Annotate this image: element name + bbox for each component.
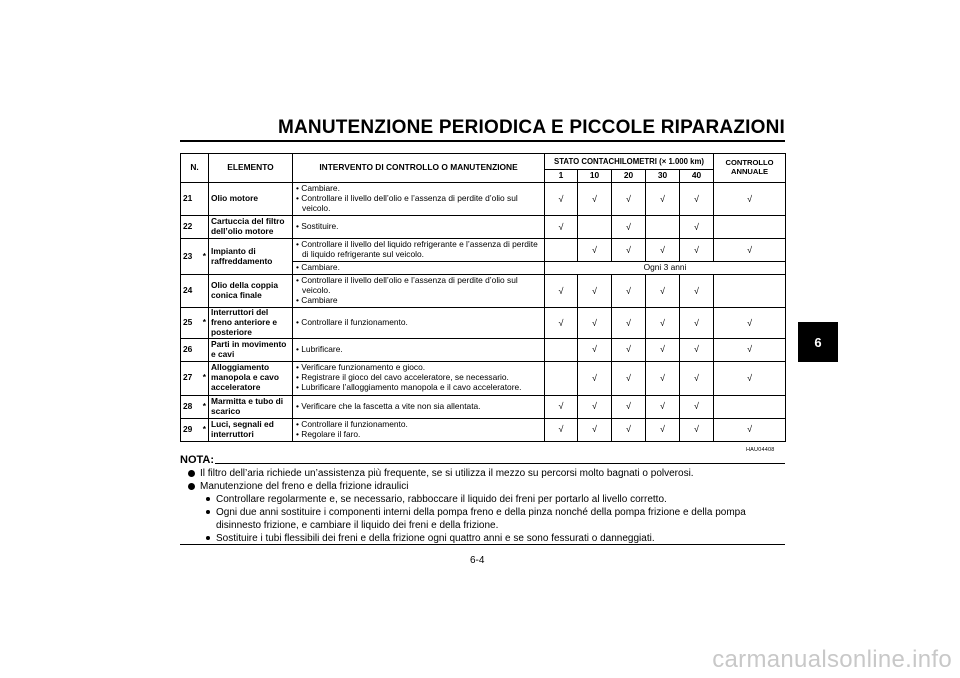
sub-bullet-dot-icon bbox=[206, 510, 210, 514]
check-cell: √ bbox=[578, 338, 612, 361]
header-km: 30 bbox=[646, 170, 680, 183]
title-rule bbox=[180, 140, 785, 142]
check-cell bbox=[545, 338, 578, 361]
check-cell: √ bbox=[545, 418, 578, 441]
check-cell: √ bbox=[612, 308, 646, 339]
chapter-tab: 6 bbox=[798, 322, 838, 362]
row-actions bbox=[293, 308, 545, 339]
reference-code: HAU04408 bbox=[746, 447, 775, 453]
note-text: Manutenzione del freno e della frizione idraulici bbox=[200, 481, 409, 492]
row-element: Interruttori del freno anteriore e posteriore bbox=[209, 308, 293, 339]
check-cell: √ bbox=[612, 183, 646, 216]
action-item: • Controllare il livello del liquido refrigerante e l’assenza di perdite di liquido refrigerante sul veicolo. bbox=[296, 240, 542, 260]
watermark: carmanualsonline.info bbox=[712, 646, 952, 673]
row-element: Alloggiamento manopola e cavo acceleratore bbox=[209, 361, 293, 395]
note-body bbox=[186, 467, 786, 545]
check-cell: √ bbox=[578, 418, 612, 441]
table-row bbox=[181, 395, 786, 418]
row-element: Cartuccia del filtro dell’olio motore bbox=[209, 216, 293, 239]
note-sub-bullet bbox=[186, 493, 786, 506]
check-cell: √ bbox=[578, 395, 612, 418]
action-item: • Sostituire. bbox=[296, 222, 542, 232]
check-cell: √ bbox=[646, 183, 680, 216]
note-sub-bullet bbox=[186, 506, 786, 532]
check-cell: √ bbox=[714, 308, 786, 339]
check-cell: √ bbox=[646, 361, 680, 395]
action-item: • Controllare il funzionamento. bbox=[296, 318, 542, 328]
check-cell: √ bbox=[612, 395, 646, 418]
row-number-text: 21 bbox=[183, 193, 193, 204]
row-actions bbox=[293, 216, 545, 239]
row-element: Olio della coppia conica finale bbox=[209, 275, 293, 308]
check-cell: √ bbox=[612, 338, 646, 361]
check-cell: √ bbox=[646, 275, 680, 308]
check-cell: √ bbox=[612, 361, 646, 395]
row-element: Marmitta e tubo di scarico bbox=[209, 395, 293, 418]
check-cell: √ bbox=[612, 418, 646, 441]
check-cell bbox=[714, 275, 786, 308]
check-cell: √ bbox=[578, 361, 612, 395]
check-cell: √ bbox=[680, 361, 714, 395]
check-cell: √ bbox=[578, 183, 612, 216]
check-cell: √ bbox=[578, 239, 612, 262]
check-cell: √ bbox=[714, 418, 786, 441]
row-actions bbox=[293, 183, 545, 216]
action-item: • Verificare funzionamento e gioco. bbox=[296, 363, 542, 373]
note-text: Sostituire i tubi flessibili dei freni e della frizione ogni quattro anni e se sono fessurati o danneggiati. bbox=[216, 533, 655, 544]
action-item: • Cambiare. bbox=[296, 184, 542, 194]
row-number-text: 27 bbox=[183, 372, 193, 383]
header-annual-line2: ANNUALE bbox=[730, 167, 769, 176]
note-text: Il filtro dell’aria richiede un’assistenza più frequente, se si utilizza il mezzo su percorsi molto bagnati o polverosi. bbox=[200, 468, 694, 479]
check-cell: √ bbox=[714, 239, 786, 262]
check-cell: √ bbox=[545, 308, 578, 339]
note-text: Ogni due anni sostituire i componenti interni della pompa freno e della pinza nonché della pompa frizione e della pompa disinnesto frizione, e cambiare il liquido dei freni e della frizione. bbox=[216, 507, 746, 531]
check-cell: √ bbox=[646, 239, 680, 262]
check-cell: √ bbox=[545, 275, 578, 308]
row-number-text: 23 bbox=[183, 250, 193, 261]
check-cell: √ bbox=[545, 395, 578, 418]
bullet-dot-icon bbox=[188, 470, 195, 477]
check-cell bbox=[545, 361, 578, 395]
row-number-text: 22 bbox=[183, 221, 193, 232]
check-cell: √ bbox=[646, 308, 680, 339]
row-star: * bbox=[202, 400, 206, 411]
check-cell bbox=[646, 216, 680, 239]
row-number-text: 26 bbox=[183, 343, 193, 354]
row-number bbox=[181, 395, 209, 418]
row-element: Olio motore bbox=[209, 183, 293, 216]
sub-bullet-dot-icon bbox=[206, 497, 210, 501]
check-cell: √ bbox=[545, 216, 578, 239]
row-number bbox=[181, 183, 209, 216]
row-element: Parti in movimento e cavi bbox=[209, 338, 293, 361]
header-km: 40 bbox=[680, 170, 714, 183]
action-item: • Controllare il livello dell’olio e l’assenza di perdite d’olio sul veicolo. bbox=[296, 276, 542, 296]
action-item: • Controllare il funzionamento. bbox=[296, 420, 542, 430]
note-bullet bbox=[186, 480, 786, 493]
row-number bbox=[181, 308, 209, 339]
action-item: • Lubrificare l’alloggiamento manopola e il cavo acceleratore. bbox=[296, 383, 542, 393]
page-title: MANUTENZIONE PERIODICA E PICCOLE RIPARAZIONI bbox=[277, 117, 785, 138]
row-number bbox=[181, 216, 209, 239]
row-actions bbox=[293, 338, 545, 361]
row-element: Luci, segnali ed interruttori bbox=[209, 418, 293, 441]
table-row bbox=[181, 361, 786, 395]
row-number-text: 28 bbox=[183, 400, 193, 411]
row-number bbox=[181, 239, 209, 275]
check-cell: √ bbox=[680, 395, 714, 418]
check-cell bbox=[714, 216, 786, 239]
action-item: • Lubrificare. bbox=[296, 345, 542, 355]
note-bullet bbox=[186, 467, 786, 480]
sub-bullet-dot-icon bbox=[206, 536, 210, 540]
row-number bbox=[181, 418, 209, 441]
check-cell: √ bbox=[680, 338, 714, 361]
action-item: • Regolare il faro. bbox=[296, 430, 542, 440]
table-row bbox=[181, 418, 786, 441]
check-cell: √ bbox=[714, 338, 786, 361]
header-element: ELEMENTO bbox=[209, 154, 293, 183]
header-km: 10 bbox=[578, 170, 612, 183]
check-cell bbox=[714, 395, 786, 418]
check-cell: √ bbox=[646, 338, 680, 361]
row-star: * bbox=[202, 372, 206, 383]
action-item: • Cambiare bbox=[296, 296, 542, 306]
row-actions bbox=[293, 395, 545, 418]
header-km: 20 bbox=[612, 170, 646, 183]
check-cell: √ bbox=[646, 418, 680, 441]
header-action: INTERVENTO DI CONTROLLO O MANUTENZIONE bbox=[293, 154, 545, 183]
page-number: 6-4 bbox=[470, 555, 485, 566]
header-no: N. bbox=[181, 154, 209, 183]
table-row bbox=[181, 275, 786, 308]
header-km: 1 bbox=[545, 170, 578, 183]
check-cell: √ bbox=[680, 183, 714, 216]
check-cell: √ bbox=[612, 216, 646, 239]
check-cell: √ bbox=[714, 361, 786, 395]
check-cell: √ bbox=[612, 239, 646, 262]
action-item: • Registrare il gioco del cavo acceleratore, se necessario. bbox=[296, 373, 542, 383]
row-number-text: 25 bbox=[183, 316, 193, 327]
row-actions bbox=[293, 275, 545, 308]
note-rule bbox=[215, 463, 785, 464]
row-star: * bbox=[202, 250, 206, 261]
check-cell: √ bbox=[680, 308, 714, 339]
header-annual-check bbox=[714, 154, 786, 183]
row-element: Impianto di raffreddamento bbox=[209, 239, 293, 275]
action-item: • Cambiare. bbox=[296, 263, 542, 273]
table-row bbox=[181, 216, 786, 239]
row-number-text: 29 bbox=[183, 423, 193, 434]
action-item: • Verificare che la fascetta a vite non sia allentata. bbox=[296, 402, 542, 412]
row-number-text: 24 bbox=[183, 285, 193, 296]
check-cell: √ bbox=[680, 418, 714, 441]
check-cell: √ bbox=[612, 275, 646, 308]
row-actions bbox=[293, 239, 545, 262]
row-actions bbox=[293, 418, 545, 441]
check-cell: √ bbox=[680, 275, 714, 308]
check-cell: √ bbox=[545, 183, 578, 216]
check-cell: √ bbox=[714, 183, 786, 216]
check-cell bbox=[545, 239, 578, 262]
check-cell: √ bbox=[578, 275, 612, 308]
row-number bbox=[181, 275, 209, 308]
check-cell: √ bbox=[578, 308, 612, 339]
maintenance-table bbox=[180, 153, 786, 442]
row-actions bbox=[293, 361, 545, 395]
row-number bbox=[181, 338, 209, 361]
row-star: * bbox=[202, 423, 206, 434]
header-odometer: STATO CONTACHILOMETRI (× 1.000 km) bbox=[545, 154, 714, 170]
action-item: • Controllare il livello dell’olio e l’assenza di perdite d’olio sul veicolo. bbox=[296, 194, 542, 214]
note-text: Controllare regolarmente e, se necessario, rabboccare il liquido dei freni per portarlo al livello corretto. bbox=[216, 494, 667, 505]
bottom-rule bbox=[180, 544, 785, 545]
table-row bbox=[181, 239, 786, 262]
bullet-dot-icon bbox=[188, 483, 195, 490]
check-cell: √ bbox=[680, 216, 714, 239]
table-row bbox=[181, 338, 786, 361]
table-row bbox=[181, 308, 786, 339]
row-number bbox=[181, 361, 209, 395]
row-star: * bbox=[202, 316, 206, 327]
check-cell: √ bbox=[680, 239, 714, 262]
header-annual-line1: CONTROLLO bbox=[725, 158, 774, 168]
check-cell: √ bbox=[646, 395, 680, 418]
check-cell bbox=[578, 216, 612, 239]
note-label: NOTA: bbox=[180, 454, 215, 466]
table-row bbox=[181, 183, 786, 216]
interval-cell: Ogni 3 anni bbox=[545, 262, 786, 275]
row-actions bbox=[293, 262, 545, 275]
